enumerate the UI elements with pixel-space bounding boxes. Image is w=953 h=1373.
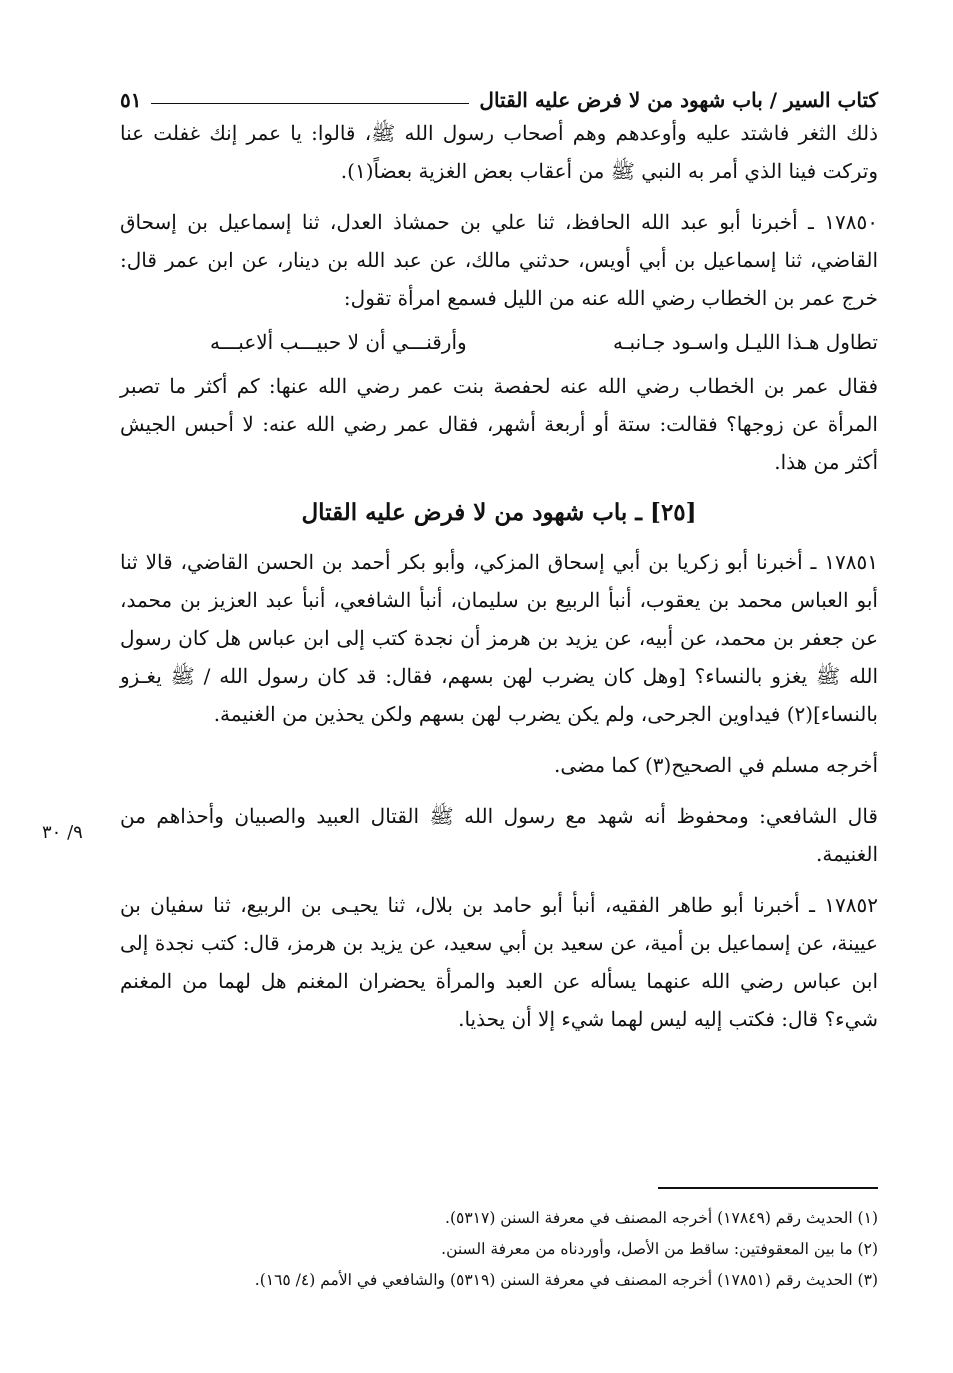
running-title: كتاب السير / باب شهود من لا فرض عليه القتال (479, 88, 878, 112)
hadith-17851: ١٧٨٥١ ـ أخبرنا أبو زكريا بن أبي إسحاق المزكي، وأبو بكر أحمد بن الحسن القاضي، قالا ثنا أبو العباس محمد بن يعقوب، أنبأ الربيع بن سليمان، أنبأ الشافعي، أنبأ عبد العزيز بن محمد، عن جعفر بن محمد، عن أبيه، عن يزيد بن هرمز أن نجدة كتب إلى ابن عباس هل كان رسول الله ﷺ يغزو بالنساء؟ [وهل كان يضرب لهن بسهم، فقال: قد كان رسول الله / ﷺ يغـزو بالنساء](٢) فيداوين الجرحى، ولم يكن يضرب لهن بسهم ولكن يحذين من الغنيمة. (120, 550, 878, 726)
footnote-3: (٣) الحديث رقم (١٧٨٥١) أخرجه المصنف في معرفة السنن (٥٣١٩) والشافعي في الأمم (٤/ ١٦٥). (254, 1271, 878, 1289)
page-number: ٥١ (120, 88, 142, 112)
chapter-title: [٢٥] ـ باب شهود من لا فرض عليه القتال (301, 499, 697, 526)
hadith-17852: ١٧٨٥٢ ـ أخبرنا أبو طاهر الفقيه، أنبأ أبو حامد بن بلال، ثنا يحيـى بن الربيع، ثنا سفيان بن عيينة، عن إسماعيل بن أمية، عن سعيد بن أبي سعيد، عن يزيد بن هرمز، قال: كتب نجدة إلى ابن عباس رضي الله عنهما يسأله عن العبد والمرأة يحضران المغنم هل لهما من المغنم شيء؟ قال: فكتب إليه ليس لهما شيء إلا أن يحذيا. (120, 893, 878, 1031)
paragraph-umar: فقال عمر بن الخطاب رضي الله عنه لحفصة بنت عمر رضي الله عنها: كم أكثر ما تصبر المرأة عن زوجها؟ فقالت: ستة أو أربعة أشهر، فقال عمر رضي الله عنه: لا أحبس الجيش أكثر من هذا. (120, 374, 878, 474)
footnote-2: (٢) ما بين المعقوفتين: ساقط من الأصل، وأوردناه من معرفة السنن. (441, 1240, 878, 1258)
verse-second-hemistich: وأرقنـــي أن لا حبيـــب ألاعبـــه (210, 330, 467, 354)
muslim-reference: أخرجه مسلم في الصحيح(٣) كما مضى. (553, 753, 878, 777)
paragraph-continuation: ذلك الثغر فاشتد عليه وأوعدهم وهم أصحاب رسول الله ﷺ، قالوا: يا عمر إنك غفلت عنا وتركت فينا الذي أمر به النبي ﷺ من أعقاب بعض الغزية بعضاً(١). (120, 121, 878, 183)
hadith-17850: ١٧٨٥٠ ـ أخبرنا أبو عبد الله الحافظ، ثنا علي بن حمشاذ العدل، ثنا إسماعيل بن إسحاق القاضي، ثنا إسماعيل بن أبي أويس، حدثني مالك، عن عبد الله بن دينار، عن ابن عمر قال: خرج عمر بن الخطاب رضي الله عنه من الليل فسمع امرأة تقول: (120, 210, 878, 310)
header-rule (151, 103, 469, 104)
page-body (120, 78, 878, 1038)
margin-volume-reference: ٩/ ٣٠ (42, 822, 83, 843)
footnote-separator (658, 1187, 878, 1189)
verse-first-hemistich: تطاول هـذا الليـل واسـود جـانبـه (612, 330, 878, 354)
running-header (120, 78, 878, 112)
shafii-statement: قال الشافعي: ومحفوظ أنه شهد مع رسول الله ﷺ القتال العبيد والصبيان وأحذاهم من الغنيمة. (120, 804, 878, 866)
poem-verse (120, 317, 878, 367)
footnotes (120, 1203, 878, 1296)
footnote-1: (١) الحديث رقم (١٧٨٤٩) أخرجه المصنف في معرفة السنن (٥٣١٧). (445, 1209, 878, 1227)
